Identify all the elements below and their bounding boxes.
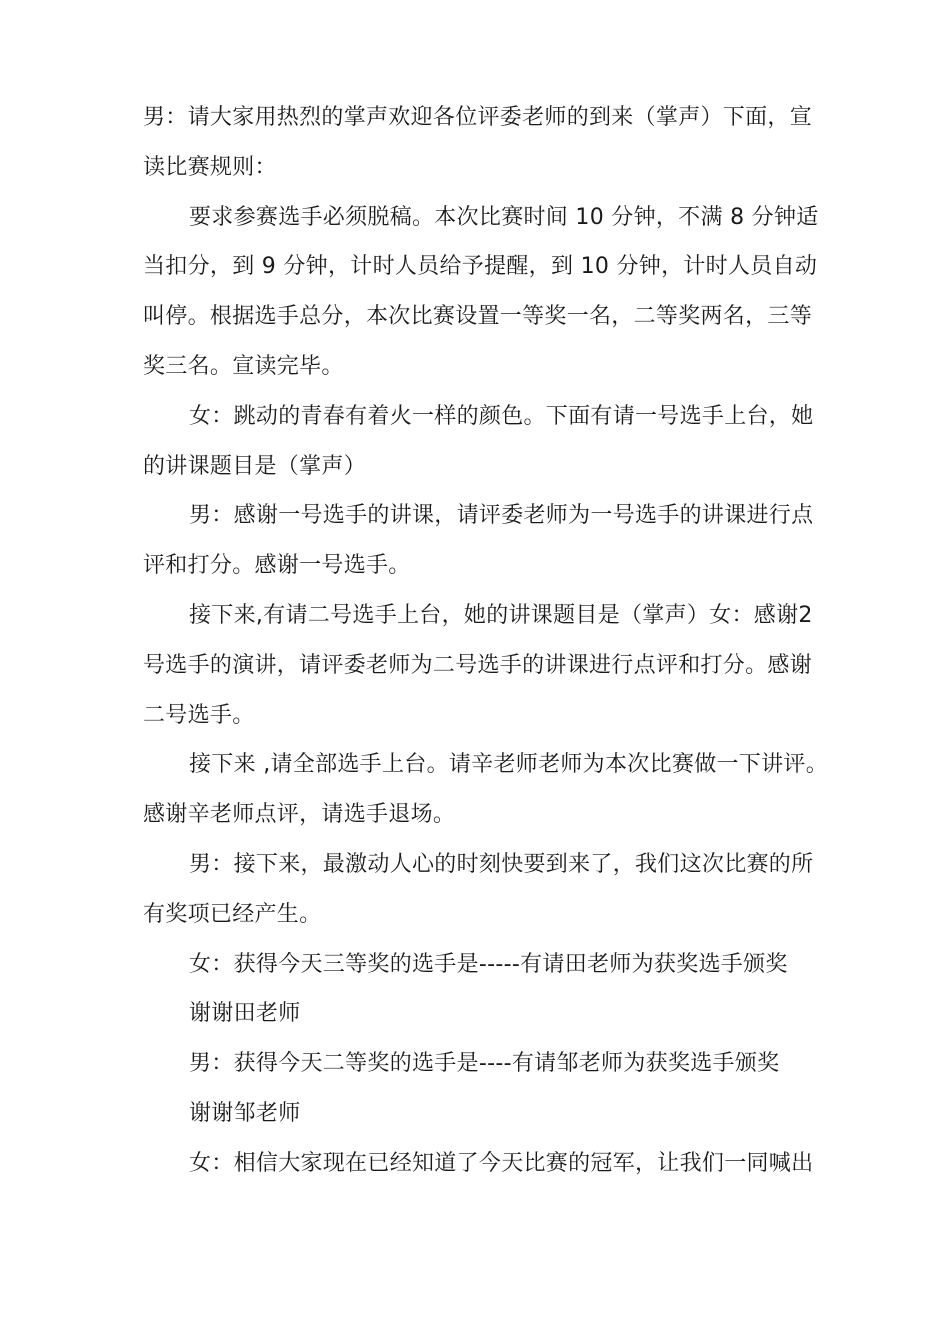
text-line: 女：相信大家现在已经知道了今天比赛的冠军，让我们一同喊出 xyxy=(189,1150,814,1176)
paragraph-all-contestants xyxy=(143,740,828,840)
text-line: 叫停。根据选手总分，本次比赛设置一等奖一名，二等奖两名，三等 xyxy=(143,304,813,330)
paragraph-champion xyxy=(143,1139,823,1189)
paragraph-contestant-2 xyxy=(143,591,823,740)
paragraph-third-prize xyxy=(143,940,823,1040)
text-line: 男：请大家用热烈的掌声欢迎各位评委老师的到来（掌声）下面，宣 xyxy=(143,105,813,130)
text-line: 接下来,有请二号选手上台，她的讲课题目是（掌声）女：感谢2 xyxy=(189,602,813,628)
text-line: 谢谢邹老师 xyxy=(189,1100,301,1126)
text-line: 谢谢田老师 xyxy=(189,1001,301,1027)
text-line: 接下来 ,请全部选手上台。请辛老师老师为本次比赛做一下讲评。 xyxy=(189,752,828,778)
text-line: 男：感谢一号选手的讲课，请评委老师为一号选手的讲课进行点 xyxy=(189,503,814,529)
text-line: 当扣分，到 9 分钟，计时人员给予提醒，到 10 分钟，计时人员自动 xyxy=(143,254,818,280)
text-line: 读比赛规则： xyxy=(143,154,277,180)
document-body xyxy=(143,93,828,1189)
text-line: 奖三名。宣读完毕。 xyxy=(143,353,344,379)
text-line: 感谢辛老师点评，请选手退场。 xyxy=(143,802,456,828)
text-line: 男：获得今天二等奖的选手是----有请邹老师为获奖选手颁奖 xyxy=(189,1051,780,1077)
text-line: 有奖项已经产生。 xyxy=(143,901,322,927)
text-line: 评和打分。感谢一号选手。 xyxy=(143,553,411,579)
paragraph-awards-intro xyxy=(143,840,823,940)
paragraph-announce-rules xyxy=(143,93,823,193)
paragraph-contestant-1-intro xyxy=(143,392,823,492)
paragraph-rules xyxy=(143,193,823,392)
paragraph-contestant-1-thanks xyxy=(143,491,823,591)
paragraph-second-prize xyxy=(143,1039,823,1139)
text-line: 二号选手。 xyxy=(143,702,255,728)
text-line: 女：获得今天三等奖的选手是-----有请田老师为获奖选手颁奖 xyxy=(189,951,788,977)
text-line: 男：接下来，最激动人心的时刻快要到来了，我们这次比赛的所 xyxy=(189,851,814,877)
text-line: 号选手的演讲，请评委老师为二号选手的讲课进行点评和打分。感谢 xyxy=(143,652,813,678)
text-line: 的讲课题目是（掌声） xyxy=(143,453,367,479)
text-line: 女：跳动的青春有着火一样的颜色。下面有请一号选手上台，她 xyxy=(189,403,814,429)
text-line: 要求参赛选手必须脱稿。本次比赛时间 10 分钟，不满 8 分钟适 xyxy=(189,204,819,230)
